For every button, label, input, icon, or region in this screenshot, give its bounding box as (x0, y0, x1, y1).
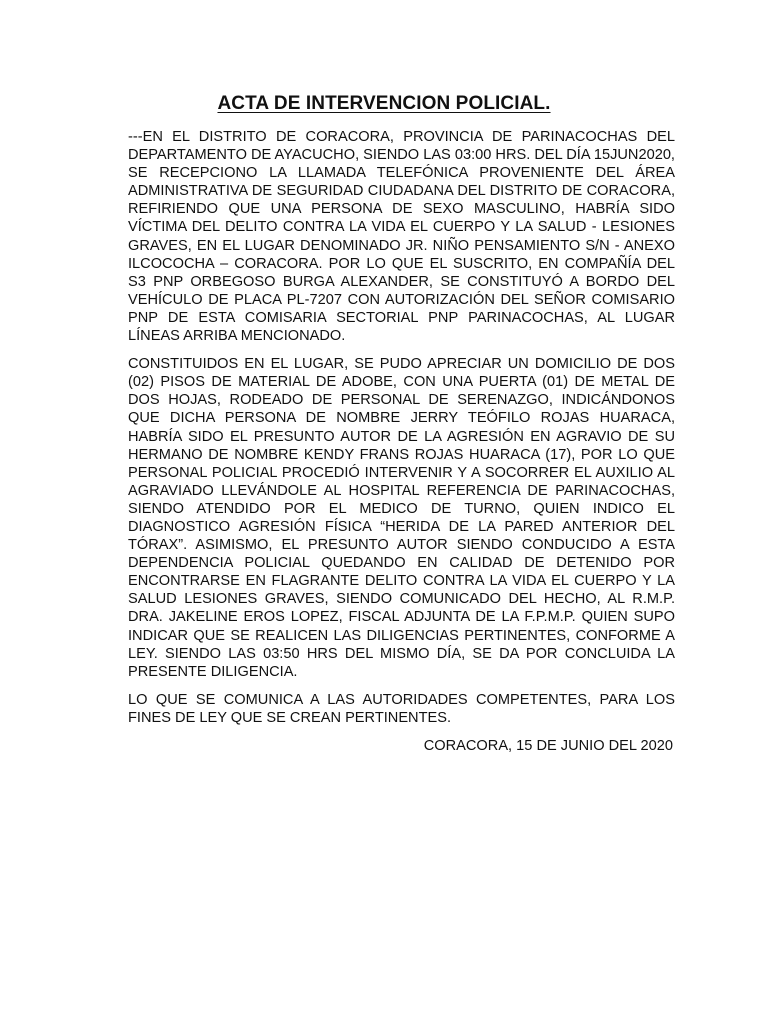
paragraph-intervention: CONSTITUIDOS EN EL LUGAR, SE PUDO APRECIAR UN DOMICILIO DE DOS (02) PISOS DE MATERIAL DE ADOBE, CON UNA PUERTA (01) DE METAL DE DOS HOJAS, RODEADO DE PERSONAL DE SERENAZGO, INDICÁNDONOS QUE DICHA PERSONA DE NOMBRE JERRY TEÓFILO ROJAS HUARACA, HABRÍA SIDO EL PRESUNTO AUTOR DE LA AGRESIÓN EN AGRAVIO DE SU HERMANO DE NOMBRE KENDY FRANS ROJAS HUARACA (17), POR LO QUE PERSONAL POLICIAL PROCEDIÓ INTERVENIR Y A SOCORRER EL AUXILIO AL AGRAVIADO LLEVÁNDOLE AL HOSPITAL REFERENCIA DE PARINACOCHAS, SIENDO ATENDIDO POR EL MEDICO DE TURNO, QUIEN INDICO EL DIAGNOSTICO AGRESIÓN FÍSICA “HERIDA DE LA PARED ANTERIOR DEL TÓRAX”. ASIMISMO, EL PRESUNTO AUTOR SIENDO CONDUCIDO A ESTA DEPENDENCIA POLICIAL QUEDANDO EN CALIDAD DE DETENIDO POR ENCONTRARSE EN FLAGRANTE DELITO CONTRA LA VIDA EL CUERPO Y LA SALUD LESIONES GRAVES, SIENDO COMUNICADO DEL HECHO, AL R.M.P. DRA. JAKELINE EROS LOPEZ, FISCAL ADJUNTA DE LA F.P.M.P. QUIEN SUPO INDICAR QUE SE REALICEN LAS DILIGENCIAS PERTINENTES, CONFORME A LEY. SIENDO LAS 03:50 HRS DEL MISMO DÍA, SE DA POR CONCLUIDA LA PRESENTE DILIGENCIA. (128, 356, 675, 680)
document-body (128, 128, 675, 755)
paragraph-communication: LO QUE SE COMUNICA A LAS AUTORIDADES COMPETENTES, PARA LOS FINES DE LEY QUE SE CREAN PERTINENTES. (128, 691, 675, 726)
place-date: CORACORA, 15 DE JUNIO DEL 2020 (423, 738, 673, 754)
paragraph-intro: ---EN EL DISTRITO DE CORACORA, PROVINCIA DE PARINACOCHAS DEL DEPARTAMENTO DE AYACUCHO, SIENDO LAS 03:00 HRS. DEL DÍA 15JUN2020, SE RECEPCIONO LA LLAMADA TELEFÓNICA PROVENIENTE DEL ÁREA ADMINISTRATIVA DE SEGURIDAD CIUDADANA DEL DISTRITO DE CORACORA, REFIRIENDO QUE UNA PERSONA DE SEXO MASCULINO, HABRÍA SIDO VÍCTIMA DEL DELITO CONTRA LA VIDA EL CUERPO Y LA SALUD - LESIONES GRAVES, EN EL LUGAR DENOMINADO JR. NIÑO PENSAMIENTO S/N - ANEXO ILCOCOCHA – CORACORA. POR LO QUE EL SUSCRITO, EN COMPAÑÍA DEL S3 PNP ORBEGOSO BURGA ALEXANDER, SE CONSTITUYÓ A BORDO DEL VEHÍCULO DE PLACA PL-7207 CON AUTORIZACIÓN DEL SEÑOR COMISARIO PNP DE ESTA COMISARIA SECTORIAL PNP PARINACOCHAS, AL LUGAR LÍNEAS ARRIBA MENCIONADO. (128, 129, 675, 345)
document-title: ACTA DE INTERVENCION POLICIAL. (217, 93, 551, 114)
